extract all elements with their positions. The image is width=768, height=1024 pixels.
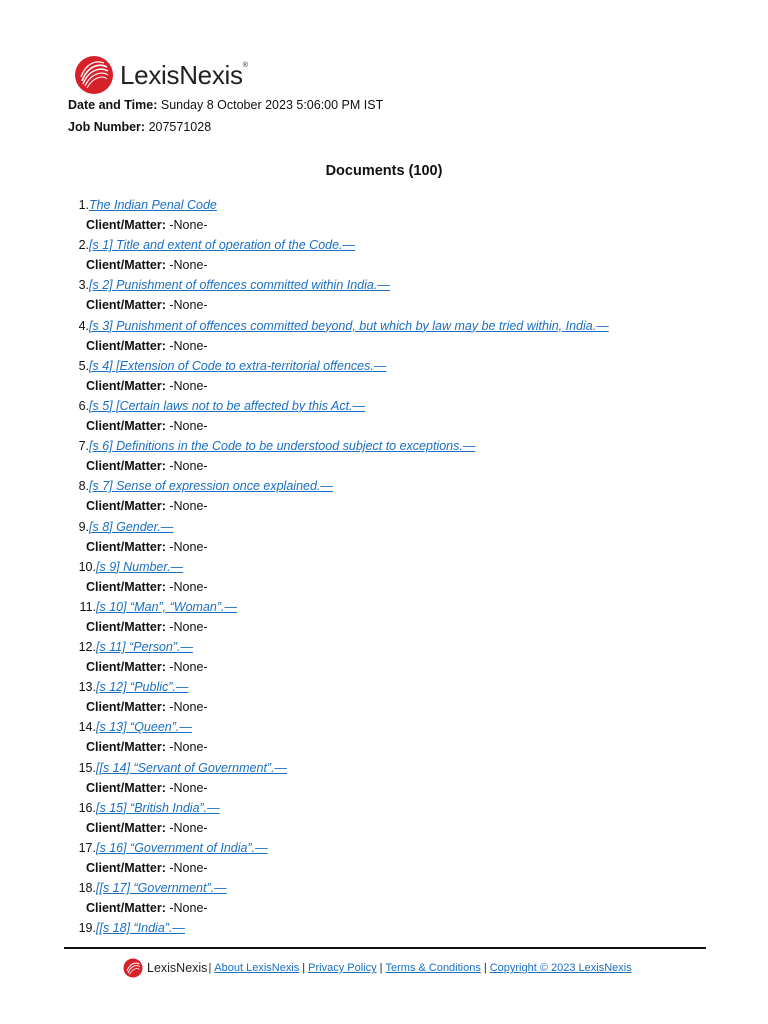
document-link[interactable]: [s 13] “Queen”.— xyxy=(96,720,192,735)
client-matter-label: Client/Matter: xyxy=(86,378,166,393)
client-matter xyxy=(86,339,208,353)
client-matter xyxy=(86,861,208,875)
footer-brand: LexisNexis xyxy=(147,961,208,975)
date-and-time xyxy=(68,98,383,112)
client-matter xyxy=(86,459,208,473)
client-matter-label: Client/Matter: xyxy=(86,418,166,433)
document-link[interactable]: [s 16] “Government of India”.— xyxy=(96,841,268,855)
document-list-item xyxy=(0,801,768,841)
client-matter-label: Client/Matter: xyxy=(86,700,166,715)
date-value: Sunday 8 October 2023 5:06:00 PM IST xyxy=(160,98,384,112)
client-matter-value: -None- xyxy=(169,418,208,433)
privacy-policy-link[interactable]: Privacy Policy xyxy=(308,962,377,974)
terms-link[interactable]: Terms & Conditions xyxy=(385,962,481,974)
item-number: 13. xyxy=(78,680,96,695)
document-link[interactable]: The Indian Penal Code xyxy=(89,198,217,212)
client-matter-value: -None- xyxy=(169,459,208,474)
item-number: 5. xyxy=(78,358,89,373)
client-matter-label: Client/Matter: xyxy=(86,298,166,313)
item-number: 7. xyxy=(78,439,89,454)
documents-title: Documents (100) xyxy=(325,163,443,179)
item-number: 9. xyxy=(78,519,89,534)
client-matter-label: Client/Matter: xyxy=(86,499,166,514)
document-link[interactable]: [s 7] Sense of expression once explained.— xyxy=(89,479,333,494)
client-matter-value: -None- xyxy=(169,660,208,675)
client-matter-label: Client/Matter: xyxy=(86,459,166,474)
client-matter-label: Client/Matter: xyxy=(86,619,166,634)
document-link[interactable]: [s 11] “Person”.— xyxy=(96,640,194,655)
lexisnexis-logo xyxy=(74,54,248,96)
item-number: 15. xyxy=(78,760,96,775)
document-link[interactable]: [s 3] Punishment of offences committed beyond, but which by law may be tried within, India.— xyxy=(89,318,609,333)
client-matter-value: -None- xyxy=(169,820,208,835)
document-link[interactable]: [s 8] Gender.— xyxy=(89,519,174,534)
item-number: 10. xyxy=(78,559,96,574)
job-label: Job Number: xyxy=(68,120,146,134)
item-number: 16. xyxy=(78,800,96,815)
client-matter-label: Client/Matter: xyxy=(86,579,166,594)
document-list-item xyxy=(0,479,768,519)
client-matter xyxy=(86,901,208,915)
document-list-item xyxy=(0,238,768,278)
document-list-item xyxy=(0,198,768,238)
client-matter-value: -None- xyxy=(169,378,208,393)
client-matter-label: Client/Matter: xyxy=(86,258,166,273)
client-matter-value: -None- xyxy=(169,619,208,634)
document-list-item xyxy=(0,841,768,881)
footer-separator: | xyxy=(483,962,487,974)
logo-wordmark: LexisNexis® xyxy=(120,59,248,90)
item-number: 2. xyxy=(78,238,89,253)
item-number: 6. xyxy=(78,398,89,413)
item-number: 8. xyxy=(78,479,89,494)
client-matter xyxy=(86,620,208,634)
client-matter-label: Client/Matter: xyxy=(86,218,166,232)
client-matter xyxy=(86,298,208,312)
copyright-link[interactable]: Copyright © 2023 LexisNexis xyxy=(489,962,632,974)
document-list-item xyxy=(0,680,768,720)
job-value: 207571028 xyxy=(148,120,212,134)
about-link[interactable]: About LexisNexis xyxy=(214,962,300,974)
client-matter-value: -None- xyxy=(169,579,208,594)
lexisnexis-logo-icon xyxy=(74,55,114,95)
item-number: 4. xyxy=(78,318,89,333)
document-link[interactable]: [s 2] Punishment of offences committed within India.— xyxy=(89,278,390,293)
client-matter xyxy=(86,781,208,795)
client-matter-label: Client/Matter: xyxy=(86,660,166,675)
client-matter xyxy=(86,499,208,513)
client-matter xyxy=(86,258,208,272)
document-list-item xyxy=(0,359,768,399)
client-matter xyxy=(86,540,208,554)
job-number xyxy=(68,120,211,134)
client-matter-label: Client/Matter: xyxy=(86,861,166,875)
client-matter-value: -None- xyxy=(169,901,208,916)
client-matter-label: Client/Matter: xyxy=(86,740,166,755)
document-list xyxy=(0,198,768,962)
document-list-item xyxy=(0,520,768,560)
document-list-item xyxy=(0,640,768,680)
document-link[interactable]: [s 10] “Man”, “Woman”.— xyxy=(96,599,237,614)
item-number: 11. xyxy=(79,599,96,614)
document-list-item xyxy=(0,881,768,921)
document-link[interactable]: [s 15] “British India”.— xyxy=(96,800,220,815)
document-list-item xyxy=(0,319,768,359)
item-number: 3. xyxy=(78,278,89,293)
document-list-item xyxy=(0,720,768,760)
client-matter xyxy=(86,821,208,835)
lexisnexis-footer-logo-icon xyxy=(123,958,143,978)
document-link[interactable]: [[s 17] “Government”.— xyxy=(96,881,227,896)
item-number: 19. xyxy=(78,921,96,936)
footer-separator: | xyxy=(208,962,212,974)
document-list-item xyxy=(0,600,768,640)
client-matter-value: -None- xyxy=(169,861,208,875)
client-matter xyxy=(86,700,208,714)
client-matter-value: -None- xyxy=(169,218,208,232)
client-matter-value: -None- xyxy=(169,740,208,755)
document-link[interactable]: [s 6] Definitions in the Code to be understood subject to exceptions.— xyxy=(89,439,476,454)
client-matter xyxy=(86,379,208,393)
document-link[interactable]: [[s 18] “India”.— xyxy=(96,921,185,936)
document-list-item xyxy=(0,399,768,439)
client-matter xyxy=(86,419,208,433)
document-list-item xyxy=(0,439,768,479)
client-matter xyxy=(86,740,208,754)
footer-separator: | xyxy=(379,962,383,974)
footer-separator: | xyxy=(302,962,306,974)
document-link[interactable]: [s 9] Number.— xyxy=(96,559,184,574)
client-matter-value: -None- xyxy=(169,338,208,353)
document-list-item xyxy=(0,278,768,318)
client-matter-label: Client/Matter: xyxy=(86,780,166,795)
client-matter-value: -None- xyxy=(169,258,208,273)
client-matter xyxy=(86,580,208,594)
item-number: 1. xyxy=(78,198,89,212)
document-link[interactable]: [[s 14] “Servant of Government”.— xyxy=(96,760,288,775)
client-matter-label: Client/Matter: xyxy=(86,820,166,835)
document-list-item xyxy=(0,761,768,801)
client-matter-value: -None- xyxy=(169,539,208,554)
item-number: 18. xyxy=(78,881,96,896)
item-number: 14. xyxy=(78,720,96,735)
item-number: 12. xyxy=(78,640,96,655)
footer-divider xyxy=(64,947,706,949)
document-link[interactable]: [s 1] Title and extent of operation of the Code.— xyxy=(89,238,356,253)
client-matter-value: -None- xyxy=(169,780,208,795)
document-list-item xyxy=(0,921,768,961)
document-link[interactable]: [s 5] [Certain laws not to be affected by this Act.— xyxy=(89,398,366,413)
client-matter-label: Client/Matter: xyxy=(86,539,166,554)
client-matter-value: -None- xyxy=(169,499,208,514)
date-label: Date and Time: xyxy=(68,98,158,112)
client-matter xyxy=(86,218,208,232)
document-list-item xyxy=(0,560,768,600)
client-matter-label: Client/Matter: xyxy=(86,338,166,353)
item-number: 17. xyxy=(78,841,96,855)
document-link[interactable]: [s 12] “Public”.— xyxy=(96,680,189,695)
client-matter-value: -None- xyxy=(169,298,208,313)
client-matter-value: -None- xyxy=(169,700,208,715)
client-matter-label: Client/Matter: xyxy=(86,901,166,916)
client-matter xyxy=(86,660,208,674)
document-link[interactable]: [s 4] [Extension of Code to extra-territorial offences.— xyxy=(89,358,387,373)
footer xyxy=(123,957,632,979)
